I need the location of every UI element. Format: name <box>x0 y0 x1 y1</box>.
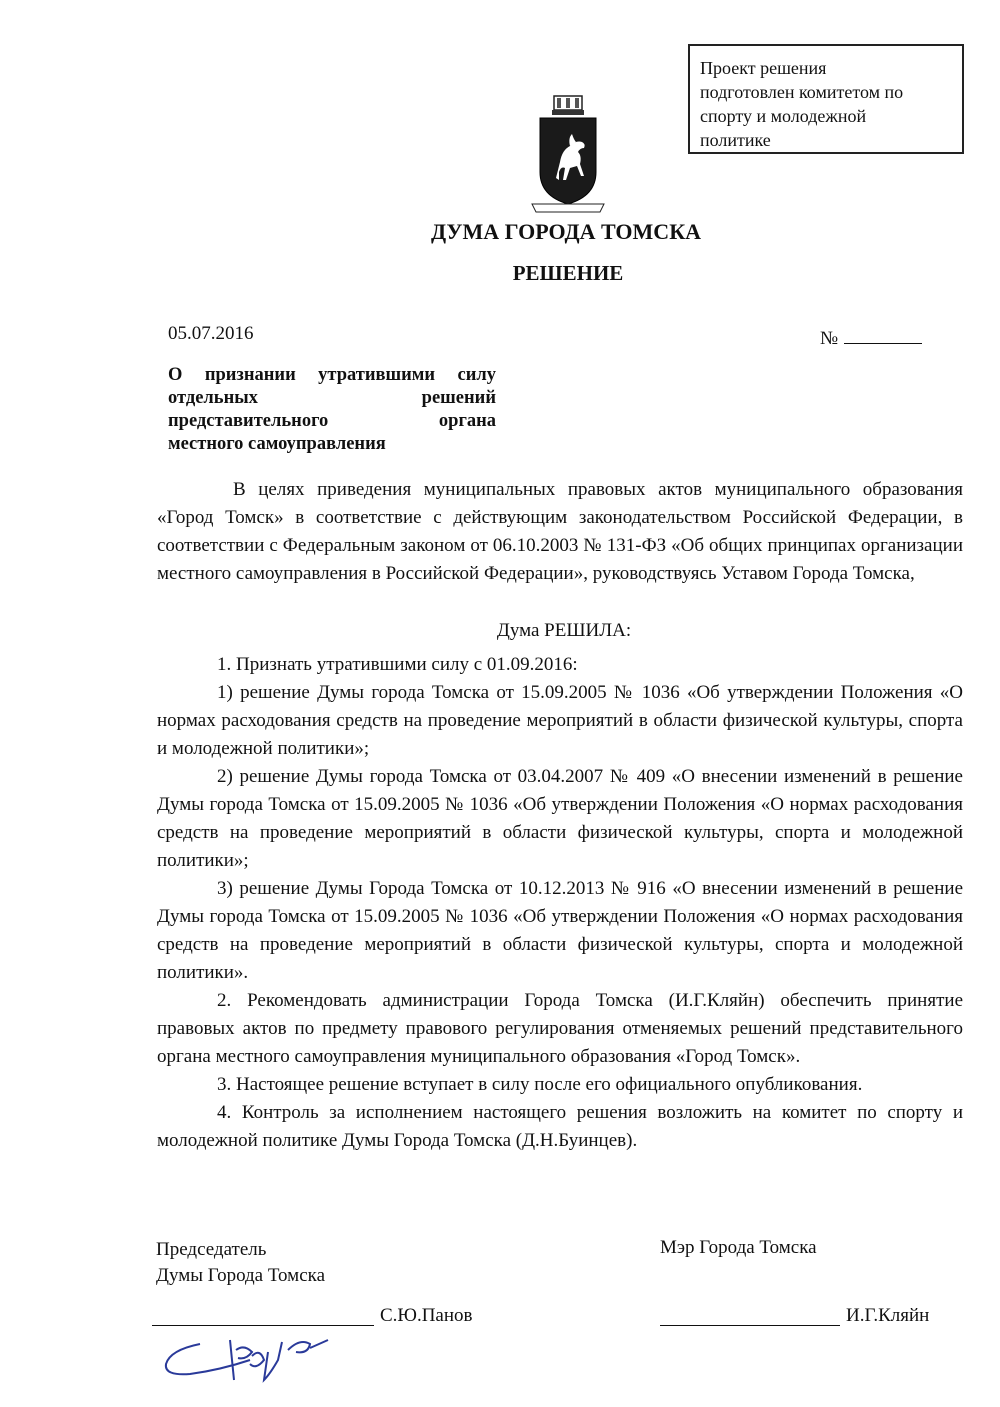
point-2: 2. Рекомендовать администрации Города Томска (И.Г.Кляйн) обеспечить принятие правовых актов по предмету правового регулирования отменяемых решений представительного органа местного самоуправления муниципального образования «Город Томск». <box>157 990 963 1067</box>
draft-note-line: Проект решения <box>700 58 827 78</box>
mayor-title: Мэр Города Томска <box>660 1237 817 1258</box>
mayor-signature-line <box>660 1325 840 1326</box>
point-1-3: 3) решение Думы Города Томска от 10.12.2013 № 916 «О внесении изменений в решение Думы города Томска от 15.09.2005 № 1036 «Об утверждении Положения «О нормах расходования средств на проведение мероприятий в области физической культуры, спорта и молодежной политики». <box>157 878 963 983</box>
draft-note-box <box>688 44 964 154</box>
point-1-2: 2) решение Думы города Томска от 03.04.2007 № 409 «О внесении изменений в решение Думы города Томска от 15.09.2005 № 1036 «Об утверждении Положения «О нормах расходования средств на проведение мероприятий в области физической культуры, спорта и молодежной политики»; <box>157 766 963 871</box>
point-1-1: 1) решение Думы города Томска от 15.09.2005 № 1036 «Об утверждении Положения «О нормах расходования средств на проведение мероприятий в области физической культуры, спорта и молодежной политики»; <box>157 682 963 759</box>
draft-note-line: спорту и молодежной <box>700 106 867 126</box>
chairman-name: С.Ю.Панов <box>380 1305 473 1326</box>
document-date: 05.07.2016 <box>168 323 254 344</box>
document-number <box>820 323 922 350</box>
draft-note-line: политике <box>700 130 771 150</box>
subject-line: отдельных решений <box>168 388 496 408</box>
handwritten-signature-icon <box>160 1330 360 1390</box>
tomsk-coat-of-arms-icon <box>526 92 610 220</box>
point-1: 1. Признать утратившими силу с 01.09.2016: <box>217 654 578 675</box>
number-label: № <box>820 328 839 349</box>
chairman-title-line: Думы Города Томска <box>156 1265 326 1286</box>
subject-line: местного самоуправления <box>168 434 386 454</box>
subject-line: О признании утратившими силу <box>168 365 496 385</box>
chairman-signature-line <box>152 1325 374 1326</box>
point-3: 3. Настоящее решение вступает в силу после его официального опубликования. <box>217 1074 863 1095</box>
chairman-title <box>156 1237 325 1289</box>
document-type-title: РЕШЕНИЕ <box>512 261 624 285</box>
document-subject <box>168 364 496 456</box>
point-4: 4. Контроль за исполнением настоящего решения возложить на комитет по спорту и молодежной политике Думы Города Томска (Д.Н.Буинцев). <box>157 1102 963 1151</box>
preamble-block <box>157 476 963 588</box>
chairman-title-line: Председатель <box>156 1239 267 1260</box>
organization-title: ДУМА ГОРОДА ТОМСКА <box>430 219 702 244</box>
number-blank-line <box>844 323 922 344</box>
mayor-name: И.Г.Кляйн <box>846 1305 930 1326</box>
draft-note-line: подготовлен комитетом по <box>700 82 904 102</box>
preamble-paragraph: В целях приведения муниципальных правовых актов муниципального образования «Город Томск» в соответствие с действующим законодательством Российской Федерации, в соответствии с Федеральным законом от 06.10.2003 № 131-ФЗ «Об общих принципах организации местного самоуправления в Российской Федерации», руководствуясь Уставом Города Томска, <box>157 479 963 584</box>
resolution-points <box>157 651 963 1155</box>
resolution-heading: Дума РЕШИЛА: <box>496 620 632 641</box>
subject-line: представительного органа <box>168 411 496 431</box>
